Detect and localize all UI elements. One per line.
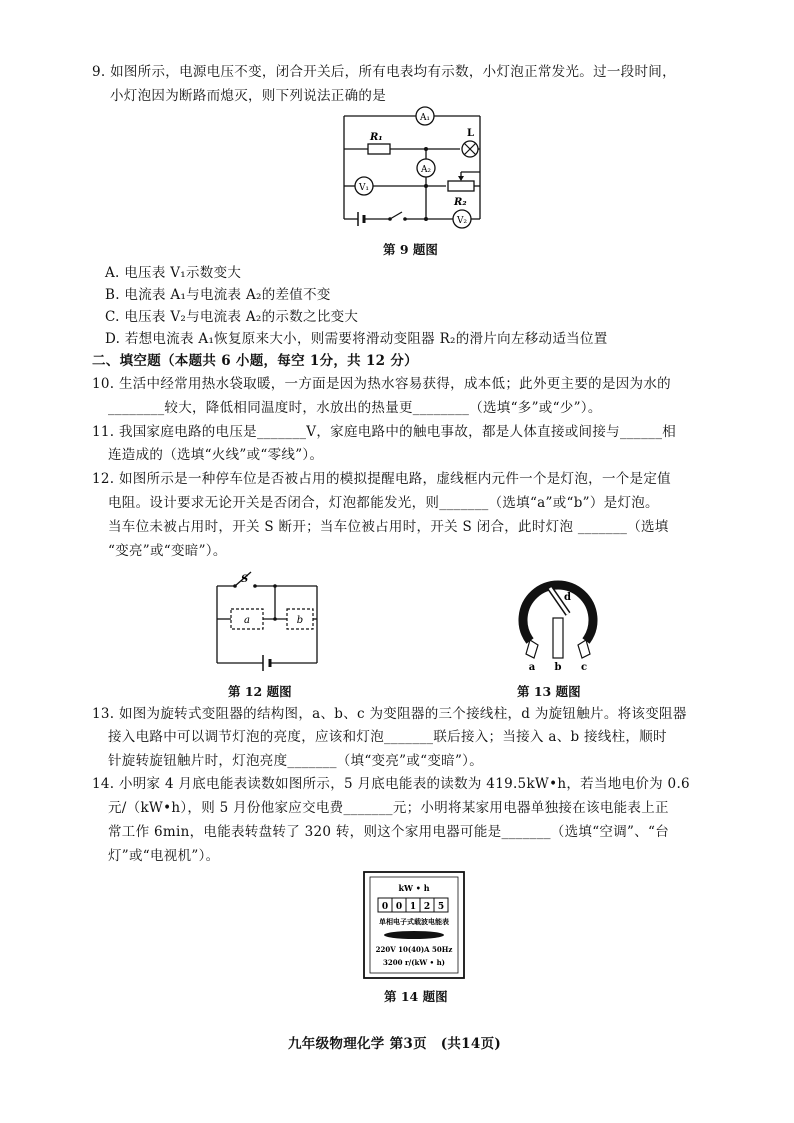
q9-option-a: A. 电压表 V₁示数变大 bbox=[105, 265, 242, 281]
q14-meter-name: 单相电子式载波电能表 bbox=[379, 917, 449, 926]
q11-text-line2: 连造成的（选填“火线”或“零线”）。 bbox=[108, 447, 324, 463]
q9-circuit-diagram bbox=[330, 104, 490, 228]
q13-rotary-rheostat-diagram bbox=[508, 566, 608, 674]
q9-option-d: D. 若想电流表 A₁恢复原来大小，则需要将滑动变阻器 R₂的滑片向左移动适当位置 bbox=[105, 331, 608, 347]
q9-ammeter-a1-label: A₁ bbox=[419, 113, 431, 123]
q10-text-line2: ________较大，降低相同温度时，水放出的热量更________（选填“多”或“少”）。 bbox=[108, 400, 602, 416]
q13-terminal-d-label: d bbox=[564, 592, 571, 603]
q9-text-line1: 9. 如图所示，电源电压不变，闭合开关后，所有电表均有示数，小灯泡正常发光。过一段时间， bbox=[92, 64, 676, 80]
q13-figure-caption: 第 13 题图 bbox=[517, 684, 581, 699]
q12-text-line4: “变亮”或“变暗”）。 bbox=[108, 543, 227, 559]
q14-text-line1: 14. 小明家 4 月底电能表读数如图所示，5 月底电能表的读数为 419.5kW•h，若当地电价为 0.6 bbox=[92, 776, 690, 792]
q12-text-line3: 当车位未被占用时，开关 S 断开；当车位被占用时，开关 S 闭合，此时灯泡 _______（选填 bbox=[108, 519, 669, 535]
q9-option-c: C. 电压表 V₂与电流表 A₂的示数之比变大 bbox=[105, 309, 359, 325]
q12-switch-label: S bbox=[241, 574, 249, 585]
q9-r2-label: R₂ bbox=[454, 197, 467, 208]
q9-r1-label: R₁ bbox=[370, 132, 383, 143]
q12-box-b-label: b bbox=[296, 615, 304, 626]
q9-voltmeter-v2-label: V₂ bbox=[456, 216, 468, 226]
q13-terminal-c-label: c bbox=[580, 662, 588, 673]
q13-text-line2: 接入电路中可以调节灯泡的亮度，应该和灯泡_______联后接入；当接入 a、b 接线柱，顺时 bbox=[108, 729, 667, 745]
q12-box-a-label: a bbox=[244, 615, 250, 626]
q11-text-line1: 11. 我国家庭电路的电压是_______V，家庭电路中的触电事故，都是人体直接或间接与______相 bbox=[92, 424, 677, 440]
q14-meter-digit: 0 bbox=[381, 902, 389, 912]
q14-meter-digit: 0 bbox=[395, 902, 403, 912]
q14-meter-digit: 5 bbox=[437, 902, 445, 912]
page-footer: 九年级物理化学 第3页 (共14页) bbox=[288, 1036, 502, 1052]
q14-figure-caption: 第 14 题图 bbox=[384, 989, 448, 1004]
q9-figure-caption: 第 9 题图 bbox=[383, 242, 438, 257]
q12-text-line1: 12. 如图所示是一种停车位是否被占用的模拟提醒电路，虚线框内元件一个是灯泡，一个是定值 bbox=[92, 471, 671, 487]
q12-text-line2: 电阻。设计要求无论开关是否闭合，灯泡都能发光，则_______（选填“a”或“b”）是灯泡。 bbox=[108, 495, 659, 511]
q14-text-line2: 元/（kW•h），则 5 月份他家应交电费_______元；小明将某家用电器单独接在该电能表上正 bbox=[108, 800, 669, 816]
q9-text-line2: 小灯泡因为断路而熄灭，则下列说法正确的是 bbox=[110, 88, 386, 104]
q14-energy-meter-diagram bbox=[362, 870, 466, 980]
q13-text-line3: 针旋转旋钮触片时，灯泡亮度_______（填“变亮”或“变暗”）。 bbox=[108, 753, 484, 769]
q14-text-line4: 灯”或“电视机”）。 bbox=[108, 848, 220, 864]
q10-text-line1: 10. 生活中经常用热水袋取暖，一方面是因为热水容易获得，成本低；此外更主要的是因为水的 bbox=[92, 376, 671, 392]
q14-meter-digit: 1 bbox=[409, 902, 417, 912]
q14-meter-unit: kW • h bbox=[398, 883, 430, 893]
q14-meter-spec: 220V 10(40)A 50Hz bbox=[375, 945, 453, 954]
section-heading: 二、填空题（本题共 6 小题，每空 1分，共 12 分） bbox=[92, 353, 418, 369]
q14-meter-constant: 3200 r/(kW • h) bbox=[383, 958, 445, 967]
q13-terminal-b-label: b bbox=[554, 662, 562, 673]
q9-voltmeter-v1-label: V₁ bbox=[358, 183, 370, 193]
q14-text-line3: 常工作 6min，电能表转盘转了 320 转，则这个家用电器可能是_______（选填“空调”、“台 bbox=[108, 824, 669, 840]
q12-figure-caption: 第 12 题图 bbox=[228, 684, 292, 699]
q13-terminal-a-label: a bbox=[528, 662, 536, 673]
q9-ammeter-a2-label: A₂ bbox=[420, 165, 432, 175]
q12-circuit-diagram bbox=[205, 566, 345, 670]
q13-text-line1: 13. 如图为旋转式变阻器的结构图，a、b、c 为变阻器的三个接线柱，d 为旋钮触片。将该变阻器 bbox=[92, 706, 687, 722]
q9-option-b: B. 电流表 A₁与电流表 A₂的差值不变 bbox=[105, 287, 331, 303]
q14-meter-digit: 2 bbox=[423, 902, 431, 912]
q14-meter-disk-icon bbox=[384, 931, 444, 939]
q9-lamp-label: L bbox=[467, 128, 475, 139]
